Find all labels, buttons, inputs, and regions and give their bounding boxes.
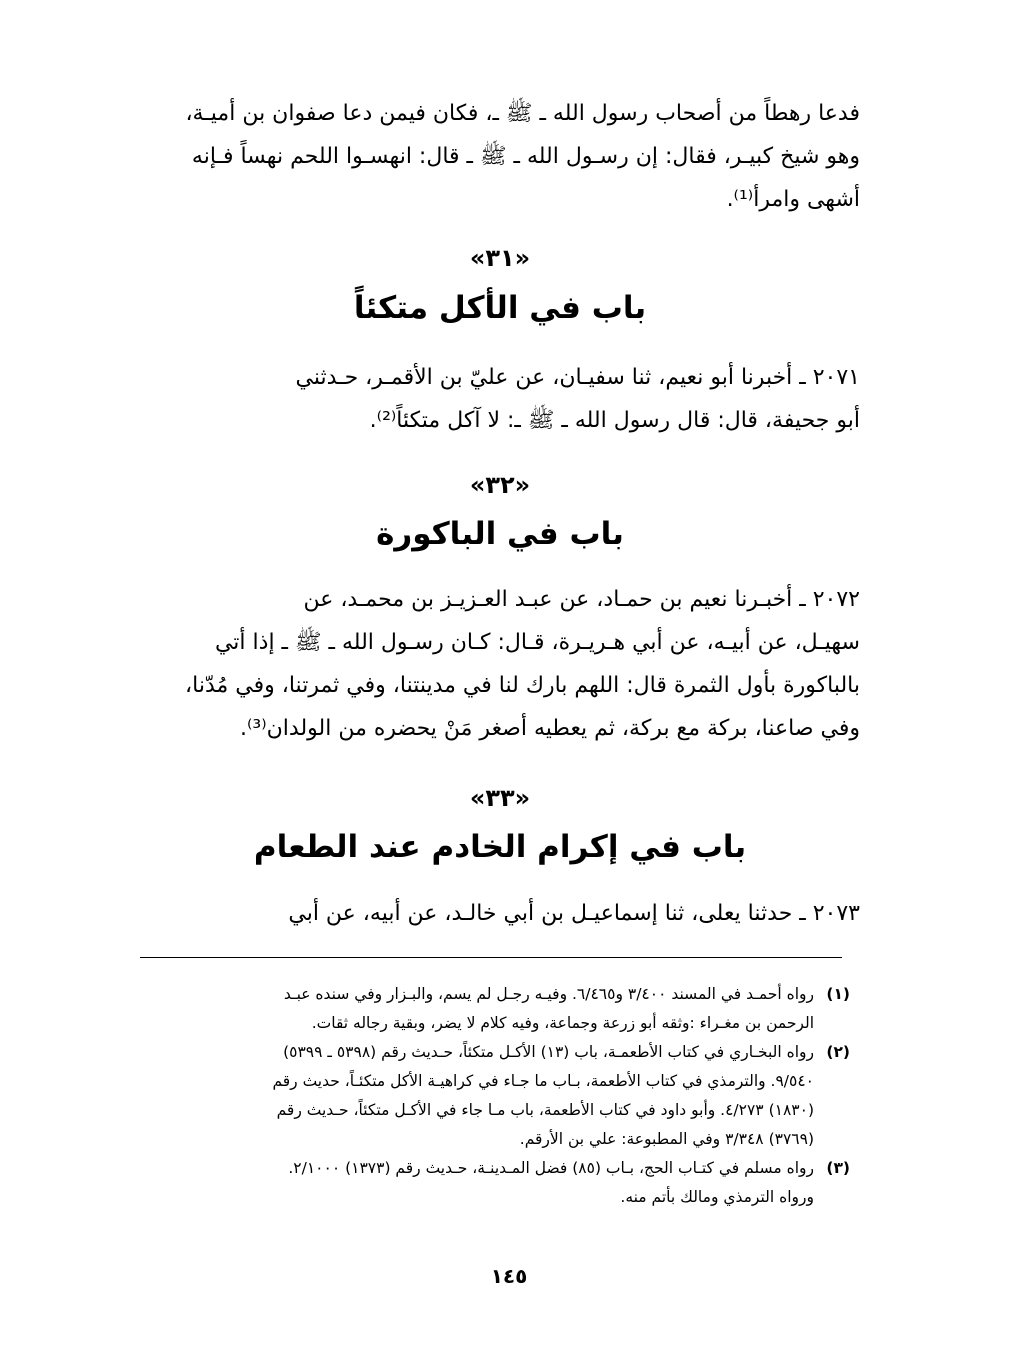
intro-line-3: أشهى وامرأ⁽¹⁾.: [726, 187, 860, 212]
footnote-2: [150, 1038, 850, 1154]
footnote-3: [150, 1154, 850, 1212]
footnote-2-line-4: (٣٧٦٩) ٣/٣٤٨ وفي المطبوعة: علي بن الأرقم.: [519, 1130, 814, 1148]
footnote-1-text: [150, 980, 814, 1038]
hadith-2072: [140, 578, 860, 750]
footnote-1-mark: (١): [826, 985, 850, 1003]
hadith-2071-line-2: أبو جحيفة، قال: قال رسول الله ـ ﷺ ـ: لا آكل متكئاً⁽²⁾.: [369, 408, 860, 433]
hadith-2072-line-1: ٢٠٧٢ ـ أخبـرنا نعيم بن حمـاد، عن عبـد العـزيـز بن محمـد، عن: [303, 587, 860, 612]
footnote-2-line-3: (١٨٣٠) ٤/٢٧٣. وأبو داود في كتاب الأطعمة، باب مـا جاء في الأكـل متكئاً، حـديث رقم: [276, 1101, 814, 1119]
footnote-1-line-2: الرحمن بن مغـراء :وثقه أبو زرعة وجماعة، وفيه كلام لا يضر، وبقية رجاله ثقات.: [311, 1014, 814, 1032]
footnote-3-text: [150, 1154, 814, 1212]
footnote-2-text: [150, 1038, 814, 1154]
chapter-title-32: باب في الباكورة: [376, 516, 624, 552]
section-number-33: «٣٣»: [469, 784, 531, 812]
hadith-2071-line-1: ٢٠٧١ ـ أخبرنا أبو نعيم، ثنا سفيـان، عن عليّ بن الأقمـر، حـدثني: [295, 365, 860, 390]
hadith-2071: [140, 356, 860, 442]
footnote-2-line-1: رواه البخـاري في كتاب الأطعمـة، باب (١٣) الأكـل متكئاً، حـديث رقم (٥٣٩٨ ـ ٥٣٩٩): [283, 1043, 814, 1061]
intro-paragraph: [140, 92, 860, 221]
intro-line-2: وهو شيخ كبيـر، فقال: إن رسـول الله ـ ﷺ ـ قال: انهسـوا اللحم نهساً فـإنه: [191, 144, 860, 169]
hadith-2073: [140, 892, 860, 935]
footnotes: [150, 980, 850, 1212]
intro-line-1: فدعا رهطاً من أصحاب رسول الله ـ ﷺ ـ، فكان فيمن دعا صفوان بن أميـة،: [185, 101, 860, 126]
chapter-title-33: باب في إكرام الخادم عند الطعام: [253, 829, 747, 865]
section-number-31: «٣١»: [469, 244, 531, 272]
hadith-2072-line-2: سهيـل، عن أبيـه، عن أبي هـريـرة، قـال: كـان رسـول الله ـ ﷺ ـ إذا أتي: [214, 630, 860, 655]
hadith-2072-line-3: بالباكورة بأول الثمرة قال: اللهم بارك لنا في مدينتنا، وفي ثمرتنا، وفي مُدّنا،: [185, 673, 860, 698]
footnote-divider: [140, 957, 842, 958]
footnote-3-mark: (٣): [826, 1159, 850, 1177]
page-number: ١٤٥: [490, 1264, 528, 1288]
chapter-title-31: باب في الأكل متكئاً: [353, 290, 647, 326]
hadith-2073-line-1: ٢٠٧٣ ـ حدثنا يعلى، ثنا إسماعيـل بن أبي خالـد، عن أبيه، عن أبي: [288, 901, 860, 926]
footnote-1: [150, 980, 850, 1038]
footnote-1-line-1: رواه أحمـد في المسند ٣/٤٠٠ و٦/٤٦٥. وفيـه رجـل لم يسم، والبـزار وفي سنده عبـد: [283, 985, 814, 1003]
hadith-2072-line-4: وفي صاعنا، بركة مع بركة، ثم يعطيه أصغر مَنْ يحضره من الولدان⁽³⁾.: [239, 716, 860, 741]
section-number-32: «٣٢»: [469, 471, 531, 499]
footnote-2-line-2: ٩/٥٤٠. والترمذي في كتاب الأطعمة، بـاب ما جـاء في كراهيـة الأكل متكئـاً، حديث رقم: [272, 1072, 814, 1090]
footnote-3-line-2: ورواه الترمذي ومالك بأتم منه.: [620, 1188, 814, 1206]
footnote-2-mark: (٢): [826, 1043, 850, 1061]
footnote-3-line-1: رواه مسلم في كتـاب الحج، بـاب (٨٥) فضل المـدينـة، حـديث رقم (١٣٧٣) ٢/١٠٠٠.: [288, 1159, 814, 1177]
